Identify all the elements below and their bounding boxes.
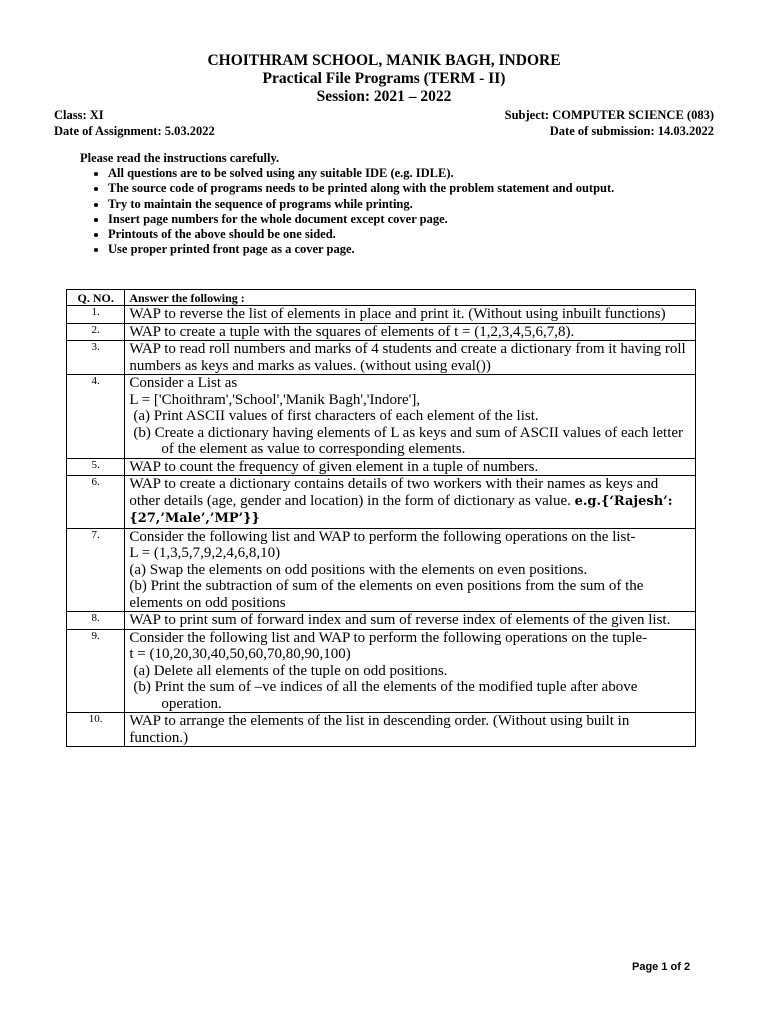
table-row	[67, 323, 696, 341]
question-text: WAP to reverse the list of elements in place and print it. (Without using inbuilt functions)	[125, 306, 696, 324]
instruction-item: • Use proper printed front page as a cover page.	[108, 242, 720, 257]
instructions	[80, 151, 720, 257]
page-number: Page 1 of 2	[632, 961, 691, 973]
question-text: WAP to arrange the elements of the list in descending order. (Without using built in function.)	[125, 713, 696, 747]
document-title: Practical File Programs (TERM - II)	[262, 70, 506, 87]
question-number: 5.	[67, 458, 125, 476]
table-row	[67, 375, 696, 459]
question-number: 7.	[67, 528, 125, 612]
question-text: WAP to print sum of forward index and sum of reverse index of elements of the given list.	[125, 612, 696, 630]
class-label: Class: XI	[54, 108, 104, 122]
sub-question-b: (b) Create a dictionary having elements of L as keys and sum of ASCII values of each letter of the element as value to corresponding elements.	[133, 424, 684, 457]
question-number: 9.	[67, 629, 125, 713]
instruction-item: • Try to maintain the sequence of programs while printing.	[108, 197, 720, 212]
sub-question-a: (a) Swap the elements on odd positions with the elements on even positions.	[129, 561, 588, 578]
question-text: WAP to count the frequency of given element in a tuple of numbers.	[125, 458, 696, 476]
submission-date: Date of submission: 14.03.2022	[549, 124, 714, 138]
question-number: 10.	[67, 713, 125, 747]
instructions-intro: Please read the instructions carefully.	[80, 151, 280, 165]
table-row	[67, 476, 696, 529]
qno-header: Q. NO.	[67, 290, 125, 306]
table-row	[67, 528, 696, 612]
table-header-row	[67, 290, 696, 306]
question-text	[125, 476, 696, 529]
question-text	[125, 528, 696, 612]
instruction-item: • All questions are to be solved using any suitable IDE (e.g. IDLE).	[108, 166, 720, 181]
sub-question-b: (b) Print the subtraction of sum of the elements on even positions from the sum of the elements on odd positions	[129, 578, 644, 611]
question-text: WAP to read roll numbers and marks of 4 students and create a dictionary from it having roll numbers as keys and marks as values. (without using eval())	[125, 341, 696, 375]
question-number: 2.	[67, 323, 125, 341]
table-row	[67, 306, 696, 324]
questions-table	[66, 289, 696, 747]
question-number: 3.	[67, 341, 125, 375]
table-row	[67, 713, 696, 747]
table-row	[67, 341, 696, 375]
question-number: 1.	[67, 306, 125, 324]
question-number: 4.	[67, 375, 125, 459]
table-row	[67, 629, 696, 713]
question-line: Consider the following list and WAP to perform the following operations on the tuple-	[129, 629, 648, 646]
question-text: WAP to create a tuple with the squares of elements of t = (1,2,3,4,5,6,7,8).	[125, 323, 696, 341]
answer-header: Answer the following :	[125, 290, 696, 306]
sub-question-a: (a) Print ASCII values of first characters of each element of the list.	[133, 408, 539, 424]
question-line: Consider a List as	[129, 375, 238, 391]
question-number: 6.	[67, 476, 125, 529]
example-text: e.g.{‘Rajesh’:{27,’Male’,’MP’}}	[129, 493, 673, 526]
document-header	[0, 52, 768, 106]
instructions-list	[80, 166, 720, 257]
question-line: Consider the following list and WAP to perform the following operations on the list-	[129, 528, 636, 545]
question-line: L = (1,3,5,7,9,2,4,6,8,10)	[129, 545, 281, 561]
school-name: CHOITHRAM SCHOOL, MANIK BAGH, INDORE	[207, 52, 561, 69]
question-line: WAP to create a dictionary contains details of two workers with their names as keys and other details (age, gender and location) in the form of dictionary as value.	[129, 476, 659, 509]
question-text	[125, 375, 696, 459]
question-text	[125, 629, 696, 713]
table-row	[67, 612, 696, 630]
instruction-item: • The source code of programs needs to be printed along with the problem statement and output.	[108, 181, 720, 196]
subject-label: Subject: COMPUTER SCIENCE (083)	[504, 108, 714, 122]
assignment-date: Date of Assignment: 5.03.2022	[54, 124, 215, 138]
question-line: t = (10,20,30,40,50,60,70,80,90,100)	[129, 646, 351, 662]
session: Session: 2021 – 2022	[316, 88, 452, 105]
question-number: 8.	[67, 612, 125, 630]
table-row	[67, 458, 696, 476]
instruction-item: • Insert page numbers for the whole document except cover page.	[108, 212, 720, 227]
sub-question-b: (b) Print the sum of –ve indices of all the elements of the modified tuple after above operation.	[133, 679, 638, 712]
instruction-item: • Printouts of the above should be one sided.	[108, 227, 720, 242]
sub-question-a: (a) Delete all elements of the tuple on odd positions.	[133, 662, 448, 679]
question-line: L = ['Choithram','School','Manik Bagh','Indore'],	[129, 391, 421, 408]
